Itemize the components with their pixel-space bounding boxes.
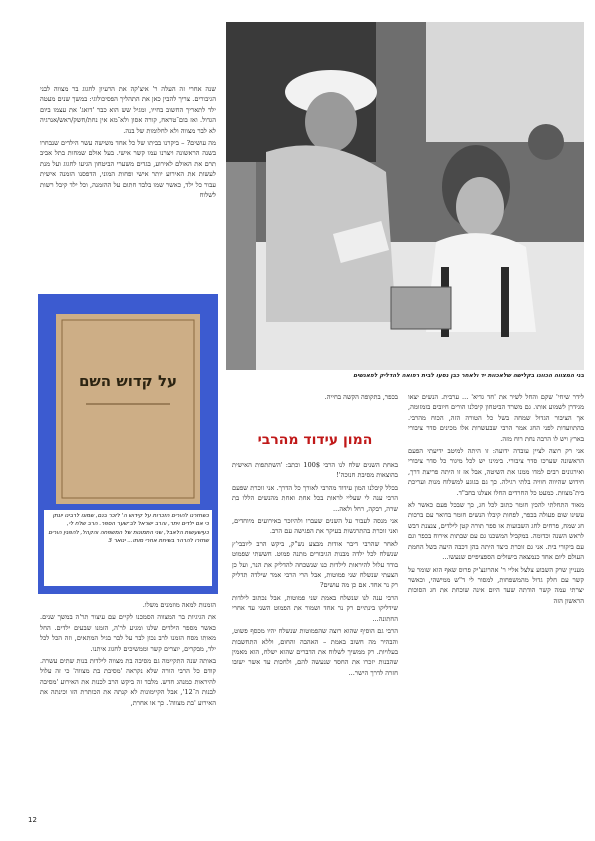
paragraph: באחת השנים שלח לנו הרבי 100$ וכתב: 'השתתפות האישית בהוצאות מסיבת חנוכה'!	[232, 461, 398, 480]
left-column	[408, 392, 584, 810]
paragraph: מאוד התחלתי להכין חומר כתוב לכל חג, כך שבכל פעם כאשר לא עשינו שום פעולה בכפר, לפחות קיבלו הנשים חומר בדואר עם ברכות חג שמח, פרחים לחג השבועות או ספר תורה קטן לילדים, צנצנת דבש לראש השנה וכדומה. במקביל המשכנו גם עם שבתות אירוח בכפר וגם עם ביקורי בית. אני גם זוכרת כיצד היתה בהן דכבה היעה בשל החמת העולם ליום אחד כנמצאה בישולים הספציפיים שנעשו...	[408, 501, 584, 562]
article-photo	[226, 22, 584, 370]
middle-column-bottom	[232, 460, 398, 810]
photo-caption: בני המצווה הכוונו בקלישה שלאכוות יד ולאחר כבן נסעו לבית רפואה להדליק לפאנשים	[353, 373, 584, 379]
paragraph: הרבי גם הוסיף שהוא רוצה שהפמוטות שנשלח יהיו מכסף פשוט, והבהיר מה חשוב באמת – האהבה והחום, וללא התחשבות בעלויות. רק ממשיך לשלוח את הדברים שהוא ישלח, הוא מאמין שהבנות יזכרו את החסד שנעשה להם, ולחכות עד אשר ישובו חזרה לדרך הישר...	[232, 627, 398, 677]
paragraph: הזמנות למאה מוזמנים משלו.	[142, 601, 216, 609]
photo-illustration	[226, 22, 584, 370]
paragraph: בכפר, בתקופה הקשה בחייה.	[324, 393, 398, 401]
middle-column-top	[232, 392, 398, 416]
book-cover-image	[56, 314, 200, 504]
paragraph: הרבי ענה לנו שנשלח באמת שני פמוטות, אבל נכתוב לילדות שידליקו בינתיים רק נר אחד ושמור את הפמוט השני עד אחרי החתונה...	[232, 593, 398, 623]
paragraph: לאחר שהרבי דיבר אודות מבצע נש"ק, ביקש הרב ליובבי'ץ שנשלח לכל ילדה מבנות הגיבורים מתנה פמוט. חששתי שפמוט בודד עלול להיראות לילדות כנו שנשכחה להדליק את הנר, ועל כן הצעתי שנשלח שני פמוטות, אבל הרי הרבי אמר שילדה תדליק רק נר אחד. אם כן מה עושים?	[232, 539, 398, 590]
paragraph: באותה שנה התקיימה גם מסיבה בת מצווה לילדות בנות שתים עשרה. קודם כל הרבי הורה שלא נקראה 'מסיבת בת מצווה' כי זה עלול להיראות כמנהג חדש. מלבד זה ביקש הרב לכנות את האירוע 'מסיבה לבנות ה־12', אבל הקיימונות לא קנתה את הכותרת הזו וכינתה את האירוע 'בת מצווה'. כך או אחרת,	[40, 657, 216, 707]
paragraph: מעניין שרק השבוע צלצל אליי ר' אהרונצ'יק פרוס שאף הוא שומר על קשר עם חלק גדול מהמשפחות, למסור לי ד"ש ממישהי, וכאשר יצרתי עמה קשר הודתה שעד היום אינה שוכחת את חג הסוכות הראשון הזה	[408, 565, 584, 605]
paragraph: מה עושים? – ביקרנו בביתו של כל אחד משישה עשר הילדים שנבחרו בשנה הראשונה ויצרנו עמו קשר אישי. בעל אולם שמחות בתל אביב תרם את האולם לאירוע, בגדים משערי הביטחון הגיעו לחגוג ועל מנת לעשות את האירוע יותר אישי ופחות המוני, הדפסנו הזמנה אישית עבור כל ילד, כאשר שמו בלבד חתום על ההזמנה, וכל ילד קיבל רשות לשלוח	[40, 139, 216, 200]
paragraph: אני רק רוצה לציין עובדה ידועה: זו היתה למיטב ידיעתי הפעם הראשונה שערכו סדר ציבורי. בימינו יש לכל מיגור כל סדר ציבורי ואירגונים רבים למדו ממנו את השיטה, אבל אז זו היתה פריצת דרך, חידוש שהיווה חוויה בלתי רגילה. כך גם בגוגע למשלוח מנות ועריכת בית־מצוות. כמעט כל החרדים החלו אצלנו בחב"ד.	[408, 447, 584, 497]
right-column-bottom	[40, 600, 216, 806]
book-title: על קדוש השם	[78, 372, 178, 390]
paragraph: לידר שיחי' שקם והחל לשיר את 'חד גדיא' ... ערבית. הנשים יצאו מגידרן לשמוע אותו. גם משרד הביטחון קיבלנו הורים חיובים בזמזומה, אך הציבור הגדול שמחה בשל כל הטורה הזה, הכוח מהרבי. בהתוועדות לפני החג אמר הרבי שבעשרות אלו מכינים סדר ציבורי בארץ ויש לו הרבה נחת רוח מזה.	[408, 393, 584, 443]
paragraph: אני מנסה לעבור על השנים שעברו ולהיזכר באירועים מיוחדים, ואני זוכרת בהתרגשות בעיקר את הפגישה עם הרב.	[232, 517, 398, 536]
paragraph: שנה אחרי זה העלה ר' איצ'קה את הרעיון לחגוג בר מצווה לבני הגיבורים. צריך להבין כאן את התהליך הפסיכולוגי: במשך שנים מעטה ילד לתאריך החשוב בחייו, ומגיל שש הוא כבר 'דואג' את עצמו ביום הגדול. ואז בום־טראח, קורה אסון ולא־מא אין נחת/חשק/ראש/אנרגיה לא לבר מצווה ולא לחלומות של בנה.	[40, 85, 216, 135]
page-number: 12	[28, 816, 37, 824]
section-subheading: המון עידוד מהרבי	[257, 432, 373, 448]
book-image-box	[38, 294, 218, 594]
book-caption: כשחזרנו להורים הזכרות על קידוש ה' לזכר בנם, שמונו לרבינו יונתן כי אם ילדים ויתר, והרב ישראל לב־שער הספר. הרב שלח לי, כעישעשות הלאבל, שני התמונות של המשפחה והקהל, להפגין הורים שחזרו להרהר בשיחת אחרי מותו... ינואר 3	[44, 510, 212, 586]
paragraph: בכלל קיבלנו המון עידוד מהרבי לאורך כל הדרך. אני זוכרת שפעם הרבי ענה לי שעליי לראות בכל אחת ואחת מהנשים הללו בת שרה, רבקה, רחל ולאה...	[232, 483, 398, 513]
paragraph: את הגיגיות בר המצווה הסמכנו לקיים עם עיצור תר'ה במשך שנים. כאשר מספר הילדים שלנו ומגיע לר'ה, הזמנו שבעים ילדים. החל מאותו מסח הזמנו לרב נכון לבר על לבר בגיל המתאים, וזה הכל לכל ילד, מבקרים, יוצרים קשר וממשיכים לחגוג איתנו.	[40, 613, 216, 653]
right-column-top	[40, 84, 216, 290]
book-ornament-icon	[56, 314, 200, 504]
